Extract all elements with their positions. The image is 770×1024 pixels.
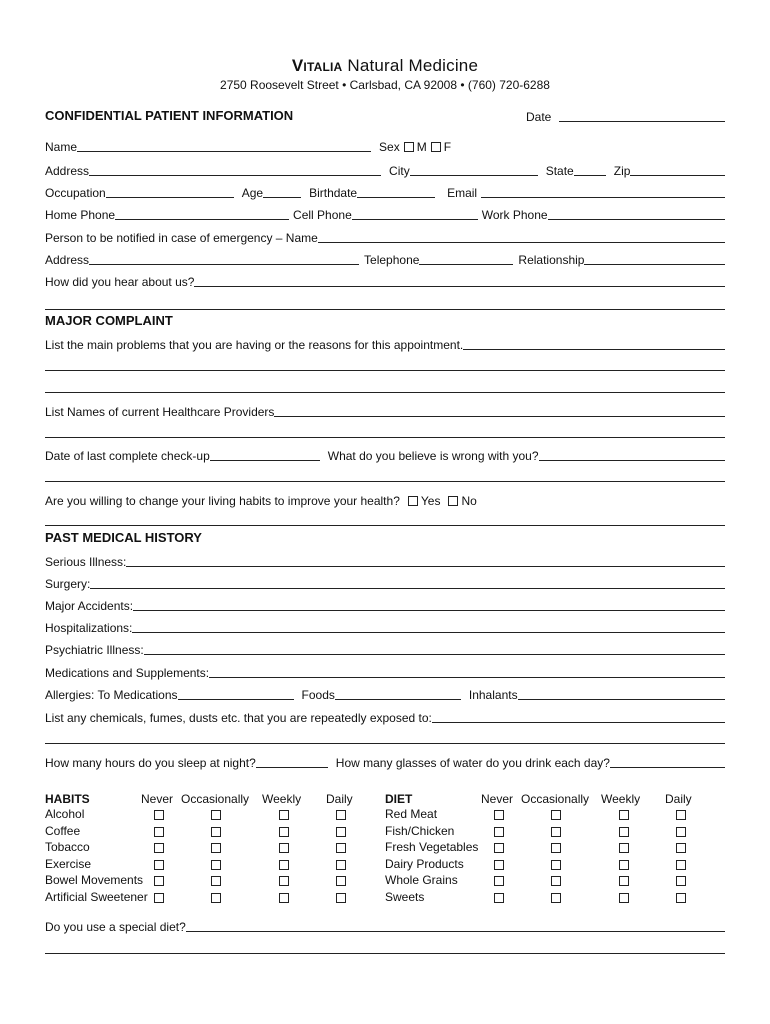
habits-item-label: Artificial Sweetener xyxy=(45,889,148,904)
home-phone-field[interactable] xyxy=(115,207,289,220)
foods-label: Foods xyxy=(301,688,335,702)
diet-col-weekly: Weekly xyxy=(601,792,641,806)
telephone-field[interactable] xyxy=(419,252,513,265)
date-label: Date xyxy=(526,110,552,124)
inhalants-field[interactable] xyxy=(518,687,725,700)
diet-item-label: Dairy Products xyxy=(385,856,464,871)
section-title-complaint: MAJOR COMPLAINT xyxy=(45,313,173,328)
diet-item-label: Sweets xyxy=(385,889,425,904)
telephone-label: Telephone xyxy=(364,253,420,267)
address-row xyxy=(45,162,725,178)
diet-weekly-checkbox[interactable] xyxy=(619,860,629,870)
diet-never-checkbox[interactable] xyxy=(494,860,504,870)
habits-col-weekly: Weekly xyxy=(262,792,302,806)
habits-weekly-checkbox[interactable] xyxy=(279,843,289,853)
clinic-title xyxy=(0,56,770,76)
emergency-address-row xyxy=(45,251,725,267)
diet-daily-checkbox[interactable] xyxy=(676,827,686,837)
habits-weekly-checkbox[interactable] xyxy=(279,876,289,886)
water-field[interactable] xyxy=(610,755,725,768)
diet-daily-checkbox[interactable] xyxy=(676,860,686,870)
diet-item-label: Whole Grains xyxy=(385,873,458,887)
date-field[interactable] xyxy=(559,109,725,122)
sex-m-checkbox[interactable] xyxy=(404,142,414,152)
state-field[interactable] xyxy=(574,163,606,176)
diet-never-checkbox[interactable] xyxy=(494,893,504,903)
serious-row xyxy=(45,553,725,569)
habits-occasionally-checkbox[interactable] xyxy=(211,893,221,903)
emergency-address-field[interactable] xyxy=(89,252,359,265)
sleep-water-row xyxy=(45,754,725,770)
serious-label: Serious Illness: xyxy=(45,555,127,569)
special-diet-field[interactable] xyxy=(186,919,725,932)
wrong-field[interactable] xyxy=(539,448,725,461)
diet-col-daily: Daily xyxy=(665,792,692,806)
habits-weekly-checkbox[interactable] xyxy=(279,810,289,820)
providers-line[interactable] xyxy=(45,437,725,438)
no-label: No xyxy=(461,494,477,508)
diet-occasionally-checkbox[interactable] xyxy=(551,860,561,870)
city-field[interactable] xyxy=(410,163,538,176)
birthdate-label: Birthdate xyxy=(309,186,358,200)
section-title-patient-info: CONFIDENTIAL PATIENT INFORMATION xyxy=(45,108,294,123)
habits-daily-checkbox[interactable] xyxy=(336,860,346,870)
wrong-label: What do you believe is wrong with you? xyxy=(327,449,539,463)
diet-item-label: Fish/Chicken xyxy=(385,823,455,838)
habits-heading: HABITS xyxy=(45,792,90,806)
psych-field[interactable] xyxy=(144,642,725,655)
sleep-label: How many hours do you sleep at night? xyxy=(45,756,256,770)
habits-item-label: Coffee xyxy=(45,823,81,838)
diet-heading: DIET xyxy=(385,792,413,806)
accidents-label: Major Accidents: xyxy=(45,599,134,613)
surgery-row xyxy=(45,575,725,591)
clinic-title-rest: Natural Medicine xyxy=(347,56,479,75)
diet-item-label: Red Meat xyxy=(385,807,438,821)
habits-occasionally-checkbox[interactable] xyxy=(211,876,221,886)
diet-col-occasionally: Occasionally xyxy=(521,792,590,806)
no-checkbox[interactable] xyxy=(448,496,458,506)
diet-weekly-checkbox[interactable] xyxy=(619,876,629,886)
name-row xyxy=(45,138,725,154)
problems-label: List the main problems that you are having or the reasons for this appointment. xyxy=(45,338,464,352)
habits-daily-checkbox[interactable] xyxy=(336,893,346,903)
clinic-brand: Vitalia xyxy=(291,56,343,75)
sex-label: Sex xyxy=(379,140,400,154)
diet-occasionally-checkbox[interactable] xyxy=(551,893,561,903)
habits-occasionally-checkbox[interactable] xyxy=(211,860,221,870)
inhalants-label: Inhalants xyxy=(468,688,518,702)
hear-label: How did you hear about us? xyxy=(45,275,195,289)
habits-occasionally-checkbox[interactable] xyxy=(211,827,221,837)
occupation-field[interactable] xyxy=(106,185,234,198)
special-diet-row xyxy=(45,918,725,934)
food-allergies-field[interactable] xyxy=(335,687,461,700)
diet-never-checkbox[interactable] xyxy=(494,843,504,853)
birthdate-field[interactable] xyxy=(357,185,435,198)
habits-weekly-checkbox[interactable] xyxy=(279,893,289,903)
state-label: State xyxy=(545,164,574,178)
section-title-history: PAST MEDICAL HISTORY xyxy=(45,530,202,545)
name-field[interactable] xyxy=(77,139,371,152)
habits-weekly-checkbox[interactable] xyxy=(279,827,289,837)
city-label: City xyxy=(389,164,410,178)
chemicals-field[interactable] xyxy=(432,710,725,723)
phone-row xyxy=(45,206,725,222)
diet-never-checkbox[interactable] xyxy=(494,827,504,837)
home-phone-label: Home Phone xyxy=(45,208,116,222)
relationship-label: Relationship xyxy=(518,253,585,267)
habits-daily-checkbox[interactable] xyxy=(336,810,346,820)
habits-daily-checkbox[interactable] xyxy=(336,876,346,886)
habits-never-checkbox[interactable] xyxy=(154,810,164,820)
problems-line[interactable] xyxy=(45,392,725,393)
accidents-row xyxy=(45,597,725,613)
chemicals-label: List any chemicals, fumes, dusts etc. that you are repeatedly exposed to: xyxy=(45,711,432,725)
habits-col-daily: Daily xyxy=(326,792,353,806)
work-phone-label: Work Phone xyxy=(481,208,548,222)
surgery-label: Surgery: xyxy=(45,577,91,591)
age-label: Age xyxy=(241,186,264,200)
checkup-row xyxy=(45,447,725,463)
providers-row xyxy=(45,403,725,419)
diet-daily-checkbox[interactable] xyxy=(676,843,686,853)
age-field[interactable] xyxy=(263,185,301,198)
emergency-row xyxy=(45,229,725,245)
section-divider xyxy=(45,309,725,310)
habits-occasionally-checkbox[interactable] xyxy=(211,810,221,820)
hear-row xyxy=(45,273,725,289)
name-label: Name xyxy=(45,140,78,154)
sleep-field[interactable] xyxy=(256,755,328,768)
meds-field[interactable] xyxy=(209,665,725,678)
habits-item-label: Bowel Movements xyxy=(45,873,144,887)
chemicals-line[interactable] xyxy=(45,743,725,744)
willing-label: Are you willing to change your living habits to improve your health? xyxy=(45,494,400,508)
email-field[interactable] xyxy=(481,185,725,198)
diet-weekly-checkbox[interactable] xyxy=(619,827,629,837)
email-label: Email xyxy=(447,186,478,200)
habits-occasionally-checkbox[interactable] xyxy=(211,843,221,853)
habits-col-occasionally: Occasionally xyxy=(181,792,250,806)
diet-daily-checkbox[interactable] xyxy=(676,893,686,903)
problems-field[interactable] xyxy=(463,337,725,350)
diet-never-checkbox[interactable] xyxy=(494,810,504,820)
habits-item-label: Exercise xyxy=(45,856,92,871)
problems-row xyxy=(45,336,725,352)
chemicals-row xyxy=(45,709,725,725)
wrong-line[interactable] xyxy=(45,481,725,482)
diet-weekly-checkbox[interactable] xyxy=(619,843,629,853)
date-row xyxy=(526,108,725,124)
problems-line[interactable] xyxy=(45,370,725,371)
habits-never-checkbox[interactable] xyxy=(154,876,164,886)
work-phone-field[interactable] xyxy=(548,207,725,220)
checkup-field[interactable] xyxy=(210,448,320,461)
providers-field[interactable] xyxy=(274,404,725,417)
allergies-label: Allergies: To Medications xyxy=(45,688,178,702)
emergency-name-field[interactable] xyxy=(318,230,725,243)
checkup-label: Date of last complete check-up xyxy=(45,449,210,463)
hosp-row xyxy=(45,619,725,635)
habits-weekly-checkbox[interactable] xyxy=(279,860,289,870)
sex-f-label: F xyxy=(443,140,452,154)
diet-occasionally-checkbox[interactable] xyxy=(551,843,561,853)
allergies-row xyxy=(45,686,725,702)
hosp-label: Hospitalizations: xyxy=(45,621,133,635)
providers-label: List Names of current Healthcare Providers xyxy=(45,405,275,419)
diet-never-checkbox[interactable] xyxy=(494,876,504,886)
meds-row xyxy=(45,664,725,680)
habits-item-label: Tobacco xyxy=(45,840,90,854)
relationship-field[interactable] xyxy=(584,252,725,265)
willing-row xyxy=(45,492,725,508)
address-field[interactable] xyxy=(89,163,381,176)
water-label: How many glasses of water do you drink each day? xyxy=(335,756,610,770)
psych-row xyxy=(45,641,725,657)
cell-phone-field[interactable] xyxy=(352,207,478,220)
habits-daily-checkbox[interactable] xyxy=(336,827,346,837)
occupation-row xyxy=(45,184,725,200)
section-divider xyxy=(45,525,725,526)
address-label: Address xyxy=(45,164,90,178)
diet-weekly-checkbox[interactable] xyxy=(619,893,629,903)
hosp-field[interactable] xyxy=(132,620,725,633)
habits-daily-checkbox[interactable] xyxy=(336,843,346,853)
diet-occasionally-checkbox[interactable] xyxy=(551,876,561,886)
zip-field[interactable] xyxy=(630,163,725,176)
med-allergies-field[interactable] xyxy=(178,687,294,700)
emergency-label: Person to be notified in case of emergency – Name xyxy=(45,231,318,245)
habits-never-checkbox[interactable] xyxy=(154,843,164,853)
surgery-field[interactable] xyxy=(90,576,725,589)
diet-weekly-checkbox[interactable] xyxy=(619,810,629,820)
diet-occasionally-checkbox[interactable] xyxy=(551,827,561,837)
sex-m-label: M xyxy=(416,140,427,154)
sex-f-checkbox[interactable] xyxy=(431,142,441,152)
diet-item-label: Fresh Vegetables xyxy=(385,840,479,854)
psych-label: Psychiatric Illness: xyxy=(45,643,144,657)
habits-item-label: Alcohol xyxy=(45,807,85,821)
accidents-field[interactable] xyxy=(133,598,725,611)
diet-daily-checkbox[interactable] xyxy=(676,876,686,886)
clinic-address: 2750 Roosevelt Street • Carlsbad, CA 92008 • (760) 720-6288 xyxy=(220,78,550,92)
hear-field[interactable] xyxy=(194,274,725,287)
habits-never-checkbox[interactable] xyxy=(154,860,164,870)
diet-col-never: Never xyxy=(481,792,514,806)
yes-label: Yes xyxy=(420,494,441,508)
emergency-address-label: Address xyxy=(45,253,90,267)
diet-occasionally-checkbox[interactable] xyxy=(551,810,561,820)
diet-daily-checkbox[interactable] xyxy=(676,810,686,820)
special-diet-line[interactable] xyxy=(45,953,725,954)
habits-never-checkbox[interactable] xyxy=(154,893,164,903)
zip-label: Zip xyxy=(613,164,631,178)
occupation-label: Occupation xyxy=(45,186,106,200)
cell-phone-label: Cell Phone xyxy=(293,208,352,222)
serious-field[interactable] xyxy=(126,554,725,567)
habits-col-never: Never xyxy=(141,792,174,806)
habits-never-checkbox[interactable] xyxy=(154,827,164,837)
meds-label: Medications and Supplements: xyxy=(45,666,210,680)
special-diet-label: Do you use a special diet? xyxy=(45,920,186,934)
yes-checkbox[interactable] xyxy=(408,496,418,506)
